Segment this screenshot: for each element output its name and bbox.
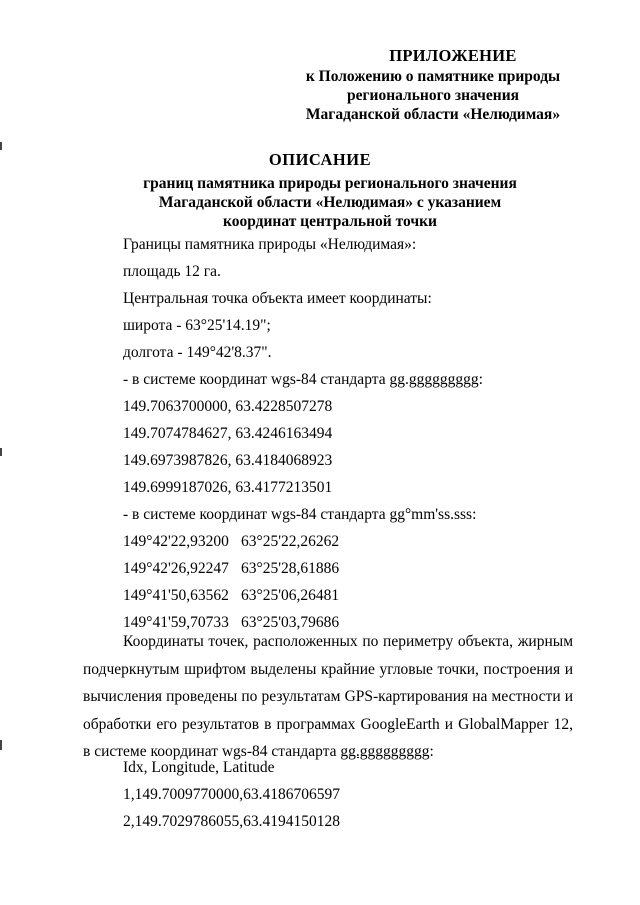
dms-point (123, 560, 339, 578)
decimal-point: 149.7063700000, 63.4228507278 (123, 398, 333, 415)
dms-longitude: 149°41'50,63562 (123, 587, 229, 604)
dms-point (123, 587, 339, 605)
appendix-line: к Положению о памятнике природы (305, 68, 561, 85)
appendix-line: регионального значения (346, 87, 520, 104)
appendix-block (298, 46, 568, 124)
appendix-heading: ПРИЛОЖЕНИЕ (389, 46, 517, 65)
dms-latitude: 63°25'22,26262 (241, 533, 340, 550)
scan-mark (0, 142, 2, 150)
system-decimal-line: - в системе координат wgs-84 стандарта gg.ggggggggg: (123, 371, 483, 388)
dms-longitude: 149°42'22,93200 (123, 533, 229, 550)
method-paragraph (83, 628, 573, 766)
paragraph-format: gg.ggggggggg (340, 743, 430, 760)
appendix-line: Магаданской области «Нелюдимая» (305, 106, 561, 123)
dms-latitude: 63°25'28,61886 (241, 560, 340, 577)
system-dms-line: - в системе координат wgs-84 стандарта gg°mm'ss.sss: (123, 506, 477, 523)
scan-mark (0, 448, 2, 456)
dms-longitude: 149°42'26,92247 (123, 560, 229, 577)
document-subtitle (120, 174, 540, 231)
subtitle-line: Магаданской области «Нелюдимая» с указанием (158, 194, 502, 211)
dms-latitude: 63°25'03,79686 (241, 614, 340, 631)
table-row: 2,149.7029786055,63.4194150128 (123, 813, 340, 830)
decimal-point: 149.7074784627, 63.4246163494 (123, 425, 333, 442)
table-row: 1,149.7009770000,63.4186706597 (123, 786, 340, 803)
scan-mark (0, 740, 2, 750)
decimal-point: 149.6999187026, 63.4177213501 (123, 479, 333, 496)
table-header: Idx, Longitude, Latitude (123, 759, 275, 776)
dms-longitude: 149°41'59,70733 (123, 614, 229, 631)
dms-latitude: 63°25'06,26481 (241, 587, 340, 604)
latitude-line: широта - 63°25'14.19"; (123, 317, 271, 334)
borders-line: Границы памятника природы «Нелюдимая»: (123, 236, 417, 253)
center-intro-line: Центральная точка объекта имеет координаты: (123, 290, 432, 307)
subtitle-line: координат центральной точки (223, 213, 437, 230)
paragraph-text: Координаты точек, расположенных по периметру объекта, жирным подчеркнутым шрифтом выделены крайние угловые точки, построения и вычисления проведены по результатам GPS-картирования на местности и обработки его результатов в программах GoogleEarth и GlobalMapper 12, в системе координат wgs-84 стандарта (83, 633, 573, 760)
dms-point (123, 533, 339, 551)
decimal-point: 149.6973987826, 63.4184068923 (123, 452, 333, 469)
paragraph-end: : (429, 743, 434, 760)
area-line: площадь 12 га. (123, 263, 221, 280)
subtitle-line: границ памятника природы регионального значения (143, 175, 517, 192)
longitude-line: долгота - 149°42'8.37". (123, 344, 272, 361)
document-title: ОПИСАНИЕ (268, 150, 372, 169)
